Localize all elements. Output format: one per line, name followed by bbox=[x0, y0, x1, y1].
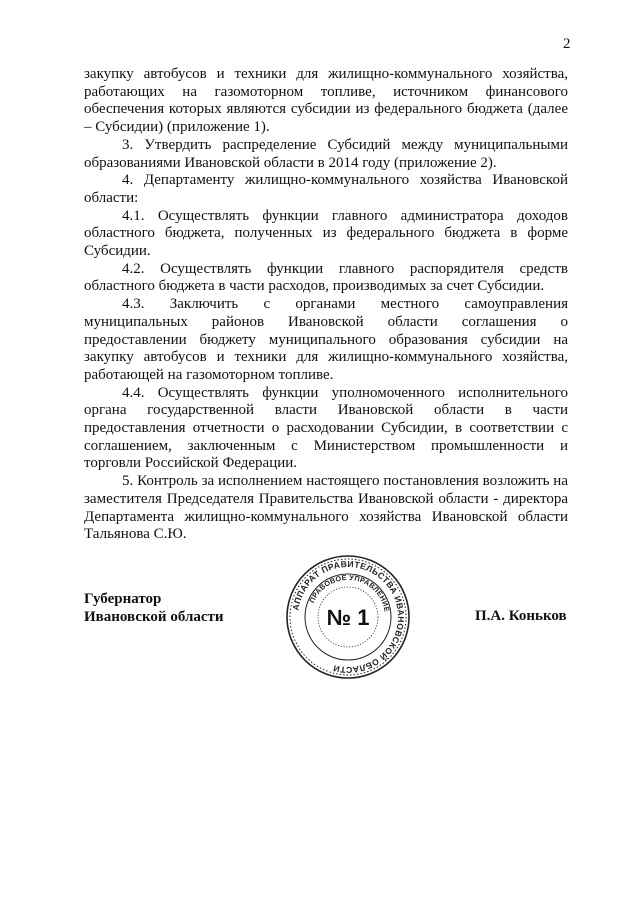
page-number: 2 bbox=[563, 36, 571, 52]
paragraph: закупку автобусов и техники для жилищно-коммунального хозяйства, работающих на газомоторном топливе, источником финансового обеспечения которых являются субсидии из федерального бюджета (далее – Субсидии) (приложение 1). bbox=[84, 66, 568, 136]
seal-ring-text: АППАРАТ ПРАВИТЕЛЬСТВА ИВАНОВСКОЙ ОБЛАСТИ bbox=[290, 558, 407, 676]
document-body bbox=[84, 66, 568, 544]
paragraph: 5. Контроль за исполнением настоящего постановления возложить на заместителя Председателя Правительства Ивановской области - директора Департамента жилищно-коммунального хозяйства Ивановской области Тальянова С.Ю. bbox=[84, 473, 568, 543]
position-region: Ивановской области bbox=[84, 609, 224, 625]
paragraph: 4.1. Осуществлять функции главного администратора доходов областного бюджета, полученных из федерального бюджета в форме Субсидии. bbox=[84, 207, 568, 260]
seal-number: № 1 bbox=[326, 605, 370, 630]
signatory-position bbox=[84, 590, 224, 626]
signatory-name: П.А. Коньков bbox=[475, 608, 567, 624]
position-title: Губернатор bbox=[84, 591, 162, 607]
paragraph: 3. Утвердить распределение Субсидий между муниципальными образованиями Ивановской области в 2014 году (приложение 2). bbox=[84, 136, 568, 171]
paragraph: 4.4. Осуществлять функции уполномоченного исполнительного органа государственной власти Ивановской области в части предоставления отчетности о расходовании Субсидии, в соответствии с соглашением, заключенным с Министерством промышленности и торговли Российской Федерации. bbox=[84, 384, 568, 472]
official-seal bbox=[285, 554, 411, 680]
paragraph: 4.2. Осуществлять функции главного распорядителя средств областного бюджета в части расходов, производимых за счет Субсидии. bbox=[84, 260, 568, 295]
paragraph: 4.3. Заключить с органами местного самоуправления муниципальных районов Ивановской области соглашения о предоставлении бюджету муниципального образования субсидии на закупку автобусов и техники для жилищно-коммунального хозяйства, работающей на газомоторном топливе. bbox=[84, 296, 568, 383]
seal-inner-text: ПРАВОВОЕ УПРАВЛЕНИЕ bbox=[307, 572, 392, 613]
paragraph: 4. Департаменту жилищно-коммунального хозяйства Ивановской области: bbox=[84, 172, 568, 206]
